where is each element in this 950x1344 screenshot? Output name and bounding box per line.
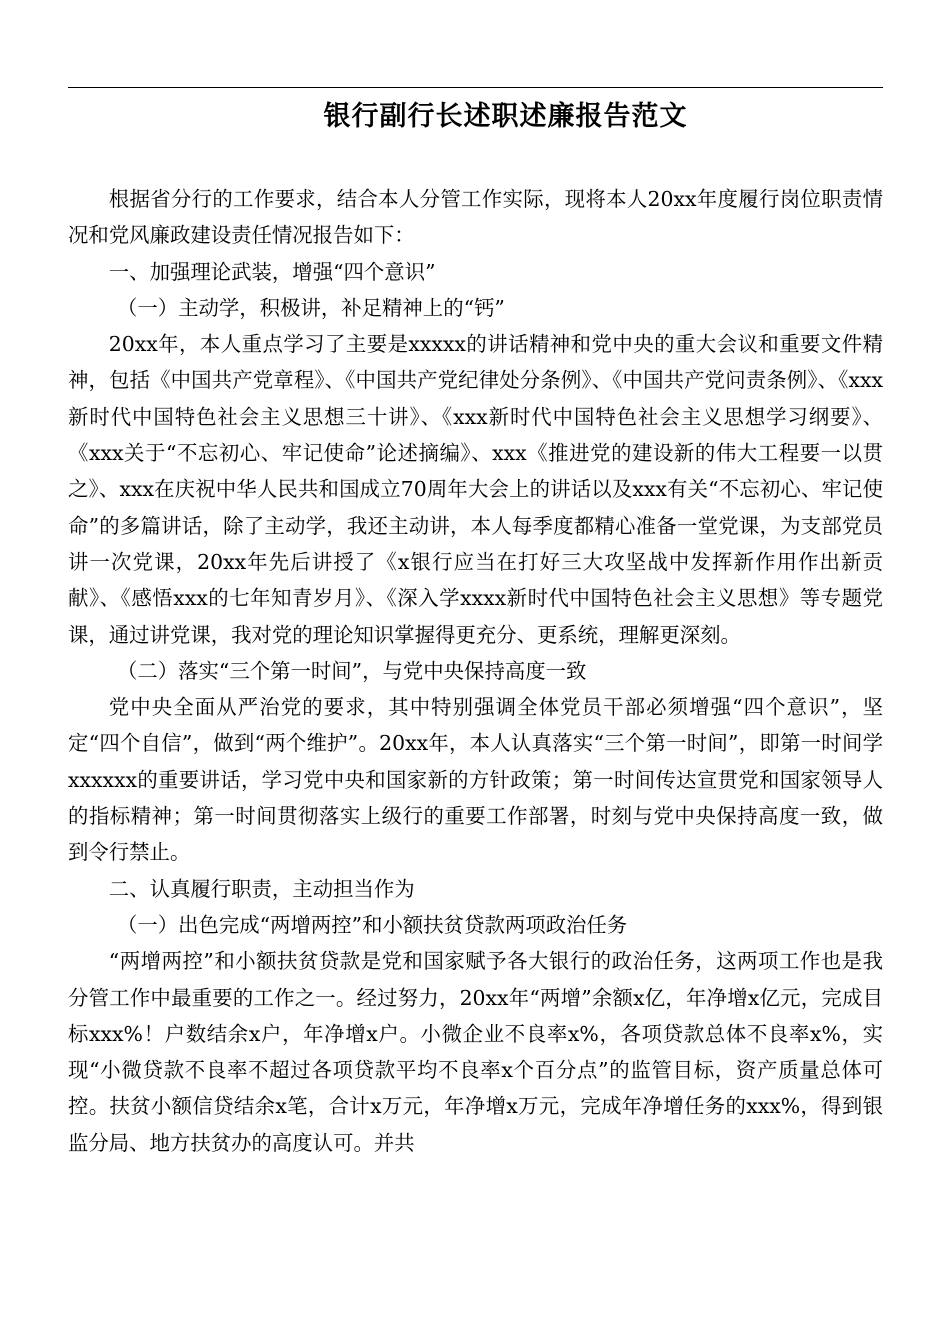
subsection-heading-1-2: （二）落实“三个第一时间”，与党中央保持高度一致 bbox=[116, 658, 587, 683]
document-title: 银行副行长述职述廉报告范文 bbox=[323, 101, 688, 132]
paragraph-intro: 根据省分行的工作要求，结合本人分管工作实际，现将本人20xx年度履行岗位职责情况和党风廉政建设责任情况报告如下： bbox=[68, 187, 883, 248]
paragraph-study: 20xx年，本人重点学习了主要是xxxxx的讲话精神和党中央的重大会议和重要文件精神，包括《中国共产党章程》、《中国共产党纪律处分条例》、《中国共产党问责条例》、《xxx新时代中国特色社会主义思想三十讲》、《xxx新时代中国特色社会主义思想学习纲要》、《xxx关于“不忘初心、牢记使命”论述摘编》、xxx《推进党的建设新的伟大工程要一以贯之》、xxx在庆祝中华人民共和国成立70周年大会上的讲话以及xxx有关“不忘初心、牢记使命”的多篇讲话，除了主动学，我还主动讲，本人每季度都精心准备一堂党课，为支部党员讲一次党课，20xx年先后讲授了《x银行应当在打好三大攻坚战中发挥新作用作出新贡献》、《感悟xxx的七年知青岁月》、《深入学xxxx新时代中国特色社会主义思想》等专题党课，通过讲党课，我对党的理论知识掌握得更充分、更系统，理解更深刻。 bbox=[68, 332, 883, 647]
paragraph-loans: “两增两控”和小额扶贫贷款是党和国家赋予各大银行的政治任务，这两项工作也是我分管工作中最重要的工作之一。经过努力，20xx年“两增”余额x亿，年净增x亿元，完成目标xxx%！户数结余x户，年净增x户。小微企业不良率x%，各项贷款总体不良率x%，实现“小微贷款不良率不超过各项贷款平均不良率x个百分点”的监管目标，资产质量总体可控。扶贫小额信贷结余x笔，合计x万元，年净增x万元，完成年净增任务的xxx%，得到银监分局、地方扶贫办的高度认可。并共 bbox=[68, 949, 883, 1155]
document-body bbox=[68, 181, 883, 1161]
header-rule bbox=[68, 87, 883, 88]
subsection-heading-2-1: （一）出色完成“两增两控”和小额扶贫贷款两项政治任务 bbox=[116, 912, 628, 937]
subsection-heading-1-1: （一）主动学，积极讲，补足精神上的“钙” bbox=[116, 295, 505, 320]
paragraph-three-first: 党中央全面从严治党的要求，其中特别强调全体党员干部必须增强“四个意识”，坚定“四个自信”，做到“两个维护”。20xx年，本人认真落实“三个第一时间”，即第一时间学xxxxxx的重要讲话，学习党中央和国家新的方针政策；第一时间传达宣贯党和国家领导人的指标精神；第一时间贯彻落实上级行的重要工作部署，时刻与党中央保持高度一致，做到令行禁止。 bbox=[68, 695, 883, 865]
section-heading-1: 一、加强理论武装，增强“四个意识” bbox=[108, 259, 436, 284]
section-heading-2: 二、认真履行职责，主动担当作为 bbox=[108, 876, 415, 901]
